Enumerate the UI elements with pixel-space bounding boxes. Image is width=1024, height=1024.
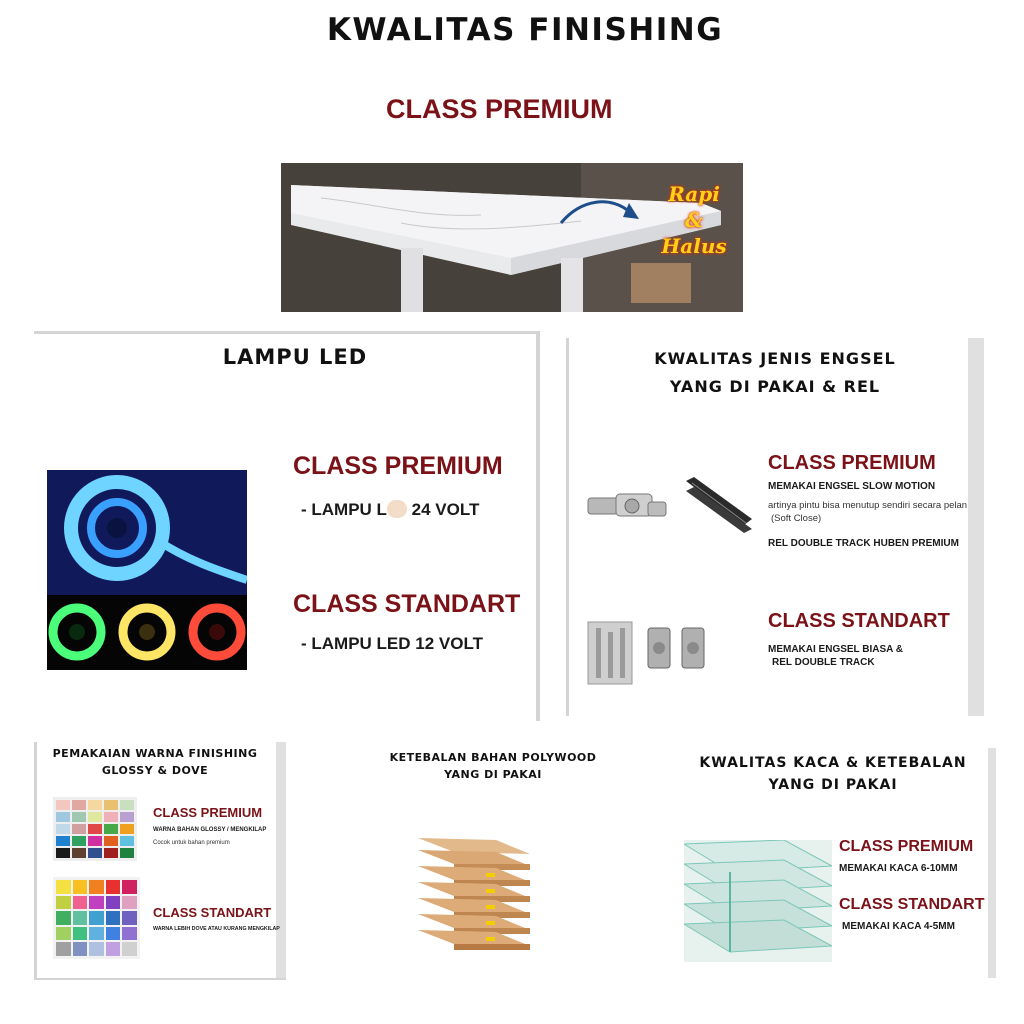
color-title-line1: PEMAKAIAN WARNA FINISHING xyxy=(52,747,258,760)
hinge-premium-label: CLASS PREMIUM xyxy=(768,452,936,474)
led-premium-text-a: - LAMPU L xyxy=(301,500,387,519)
glossy-swatch xyxy=(104,848,118,858)
hinge-title xyxy=(600,345,950,401)
double-track-rail-image xyxy=(684,475,754,535)
dove-swatch xyxy=(56,896,71,910)
glossy-swatch xyxy=(56,824,70,834)
plywood-title-line2: YANG DI PAKAI xyxy=(444,768,542,781)
plywood-title-line1: KETEBALAN BAHAN POLYWOOD xyxy=(389,751,597,764)
led-premium-label: CLASS PREMIUM xyxy=(293,452,503,480)
plywood-icon xyxy=(416,836,532,954)
dove-swatch xyxy=(106,896,121,910)
dove-swatch xyxy=(73,927,88,941)
glossy-swatch xyxy=(88,800,102,810)
hinge-title-line1: KWALITAS JENIS ENGSEL xyxy=(654,349,896,368)
dove-swatch xyxy=(73,896,88,910)
marble-table-photo xyxy=(281,163,743,312)
glossy-swatch-chart xyxy=(53,797,137,861)
led-title: LAMPU LED xyxy=(222,345,368,369)
dove-swatch-chart xyxy=(53,877,140,959)
hinge-premium-line1: MEMAKAI ENGSEL SLOW MOTION xyxy=(768,481,936,492)
glass-icon xyxy=(684,840,832,962)
plywood-title xyxy=(360,749,626,783)
color-premium-label: CLASS PREMIUM xyxy=(153,805,263,820)
color-panel-right-border xyxy=(276,742,286,980)
dove-swatch xyxy=(106,942,121,956)
led-strip-photo xyxy=(47,470,247,670)
hinge-premium-line2: artinya pintu bisa menutup sendiri secara pelan xyxy=(768,500,968,511)
color-premium-line2: Cocok untuk bahan premium xyxy=(153,840,230,846)
color-title xyxy=(40,745,270,779)
glossy-swatch xyxy=(88,848,102,858)
dove-swatch xyxy=(122,911,137,925)
hinge-premium-line3: (Soft Close) xyxy=(771,513,822,524)
led-reels-illustration xyxy=(47,470,247,670)
glossy-swatch xyxy=(72,824,86,834)
glossy-swatch xyxy=(56,800,70,810)
color-standard-label: CLASS STANDART xyxy=(153,905,272,920)
dove-swatch xyxy=(89,927,104,941)
hinge-title-line2: YANG DI PAKAI & REL xyxy=(669,377,881,396)
glossy-swatch xyxy=(56,848,70,858)
dove-swatch xyxy=(106,880,121,894)
glass-premium-line1: MEMAKAI KACA 6-10MM xyxy=(839,863,958,874)
glass-panel-right-border xyxy=(988,748,996,978)
dove-swatch xyxy=(106,911,121,925)
standard-hinge-image xyxy=(586,620,714,686)
photo-badge-line1: Rapi xyxy=(668,182,720,206)
glossy-swatch xyxy=(104,800,118,810)
led-premium-text-b: 24 VOLT xyxy=(411,500,480,519)
glass-title-line2: YANG DI PAKAI xyxy=(768,777,898,793)
glossy-swatch xyxy=(120,848,134,858)
glossy-swatch xyxy=(56,836,70,846)
led-standard-text: - LAMPU LED 12 VOLT xyxy=(301,634,483,653)
dove-swatch xyxy=(122,942,137,956)
glossy-swatch xyxy=(104,836,118,846)
dove-swatch xyxy=(73,911,88,925)
dove-swatch xyxy=(89,896,104,910)
glossy-swatch xyxy=(104,812,118,822)
photo-badge-line3: Halus xyxy=(661,234,727,258)
photo-badge-line2: & xyxy=(684,208,704,232)
photo-badge xyxy=(649,181,739,259)
dove-swatch xyxy=(73,880,88,894)
glass-standard-label: CLASS STANDART xyxy=(839,896,985,913)
hinge-icon xyxy=(586,488,670,528)
color-panel-left-border xyxy=(34,742,37,980)
led-panel-top-border xyxy=(34,331,540,334)
color-standard-line1: WARNA LEBIH DOVE ATAU KURANG MENGKILAP xyxy=(153,926,280,932)
glass-sheets-image xyxy=(684,840,832,962)
dove-swatch xyxy=(56,911,71,925)
dove-swatch xyxy=(89,942,104,956)
led-panel-right-border xyxy=(536,331,540,721)
glass-standard-line1: MEMAKAI KACA 4-5MM xyxy=(842,921,955,932)
dove-swatch xyxy=(122,896,137,910)
glossy-swatch xyxy=(88,812,102,822)
glossy-swatch xyxy=(72,800,86,810)
glossy-swatch xyxy=(72,836,86,846)
top-class-premium-label: CLASS PREMIUM xyxy=(386,94,613,124)
glass-premium-label: CLASS PREMIUM xyxy=(839,838,974,855)
dove-swatch xyxy=(122,927,137,941)
plywood-stack-image xyxy=(416,836,532,954)
hinge-panel-left-border xyxy=(566,338,569,716)
rail-icon xyxy=(684,475,754,535)
page-title: KWALITAS FINISHING xyxy=(326,12,724,48)
hinge-standard-label: CLASS STANDART xyxy=(768,610,950,632)
dove-swatch xyxy=(56,927,71,941)
glossy-swatch xyxy=(56,812,70,822)
dove-swatch xyxy=(56,880,71,894)
slow-motion-hinge-image xyxy=(586,488,670,528)
glossy-swatch xyxy=(88,824,102,834)
dove-swatch xyxy=(89,911,104,925)
led-premium-text xyxy=(301,500,531,520)
glossy-swatch xyxy=(72,848,86,858)
glass-title xyxy=(678,752,988,796)
glass-title-line1: KWALITAS KACA & KETEBALAN xyxy=(699,755,967,771)
glossy-swatch xyxy=(120,824,134,834)
dove-swatch xyxy=(56,942,71,956)
hinge-premium-line4: REL DOUBLE TRACK HUBEN PREMIUM xyxy=(768,538,959,549)
dove-swatch xyxy=(106,927,121,941)
color-title-line2: GLOSSY & DOVE xyxy=(101,764,209,777)
dove-swatch xyxy=(122,880,137,894)
color-panel-bottom-border xyxy=(34,978,286,980)
dove-swatch xyxy=(89,880,104,894)
standard-hinge-icon xyxy=(586,620,714,686)
led-standard-label: CLASS STANDART xyxy=(293,590,521,618)
glossy-swatch xyxy=(104,824,118,834)
color-premium-line1: WARNA BAHAN GLOSSY / MENGKILAP xyxy=(153,827,267,833)
hinge-standard-line2: REL DOUBLE TRACK xyxy=(772,657,875,668)
hinge-standard-line1: MEMAKAI ENGSEL BIASA & xyxy=(768,644,904,655)
glossy-swatch xyxy=(120,800,134,810)
led-premium-blur xyxy=(387,500,407,518)
glossy-swatch xyxy=(120,836,134,846)
glossy-swatch xyxy=(88,836,102,846)
glossy-swatch xyxy=(120,812,134,822)
glossy-swatch xyxy=(72,812,86,822)
dove-swatch xyxy=(73,942,88,956)
